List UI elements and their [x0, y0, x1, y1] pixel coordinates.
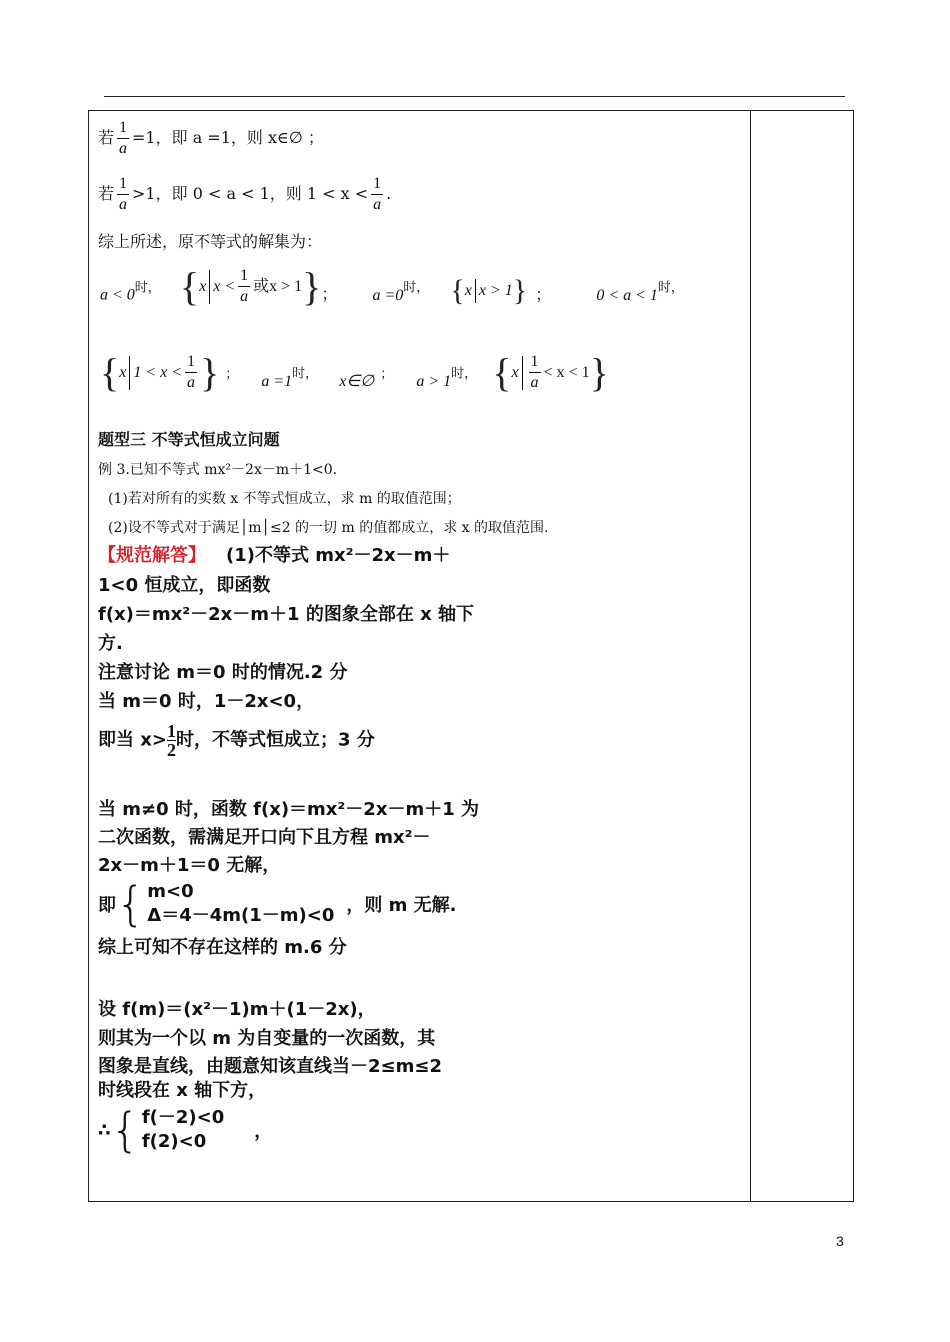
solution-line-10: 2x－m＋1＝0 无解，	[98, 855, 281, 876]
summary-intro: 综上所述，原不等式的解集为：	[98, 232, 323, 251]
solution-line-8: 当 m≠0 时，函数 f(x)＝mx²－2x－m＋1 为	[98, 799, 479, 820]
solution-tag: 【规范解答】	[98, 545, 206, 566]
solution-line-3: f(x)＝mx²－2x－m＋1 的图象全部在 x 轴下	[98, 604, 474, 625]
section-title: 题型三 不等式恒成立问题	[98, 430, 280, 449]
solution-set-row-2: { x 1 < x < $\frac{1}{a}$ } ； $a =1^{时,}$ x∈∅ ； $a > 1^{时,}$ { x $\frac{1}{a}$ < x < 1 }	[100, 349, 609, 395]
header-rule	[104, 96, 845, 97]
solution-line-15: 图象是直线，由题意知该直线当－2≤m≤2	[98, 1056, 442, 1077]
system-m-conditions: 即 { m<0 Δ＝4－4m(1－m)<0 ，则 m 无解.	[98, 877, 457, 931]
page-number: 3	[836, 1233, 844, 1249]
solution-line-7: 即当 x> $\frac{1}{2}$时，不等式恒成立；3 分	[98, 721, 375, 760]
solution-line-13: 设 f(m)＝(x²－1)m＋(1－2x)，	[98, 999, 376, 1020]
solution-line-4: 方.	[98, 633, 123, 654]
solution-line-16: 时线段在 x 轴下方，	[98, 1080, 267, 1101]
solution-line-14: 则其为一个以 m 为自变量的一次函数，其	[98, 1028, 436, 1049]
solution-line-1: 【规范解答】 (1)不等式 mx²－2x－m＋	[98, 545, 451, 566]
solution-line-5: 注意讨论 m＝0 时的情况.2 分	[98, 662, 348, 683]
case-a-equals-1-line: 若 $\frac{1}{a}$ =1，即 a =1，则 x∈∅ ；	[98, 119, 324, 157]
question-1: (1)若对所有的实数 x 不等式恒成立，求 m 的取值范围；	[108, 491, 461, 507]
system-f-conditions: ∴ { f(－2)<0 f(2)<0 ，	[98, 1103, 273, 1157]
solution-set-row-1: $a < 0^{时,}$ { x x < $\frac{1}{a}$ 或x > 1 } ； $a =0^{时,}$ { x x > 1 } ； $0 < a < 1^{时,}$	[100, 263, 684, 309]
case-a-greater-1-line: 若 $\frac{1}{a}$ >1，即 0 < a < 1，则 1 < x < $\frac{1}{a}$ .	[98, 175, 392, 213]
solution-line-6: 当 m＝0 时，1－2x<0，	[98, 691, 315, 712]
example-statement: 例 3.已知不等式 mx²－2x－m＋1<0.	[98, 462, 338, 478]
table-column-divider	[750, 110, 751, 1202]
solution-line-9: 二次函数，需满足开口向下且方程 mx²－	[98, 827, 431, 848]
question-2: (2)设不等式对于满足│m│≤2 的一切 m 的值都成立，求 x 的取值范围.	[108, 520, 549, 536]
solution-line-12: 综上可知不存在这样的 m.6 分	[98, 937, 347, 958]
solution-line-2: 1<0 恒成立，即函数	[98, 575, 271, 596]
